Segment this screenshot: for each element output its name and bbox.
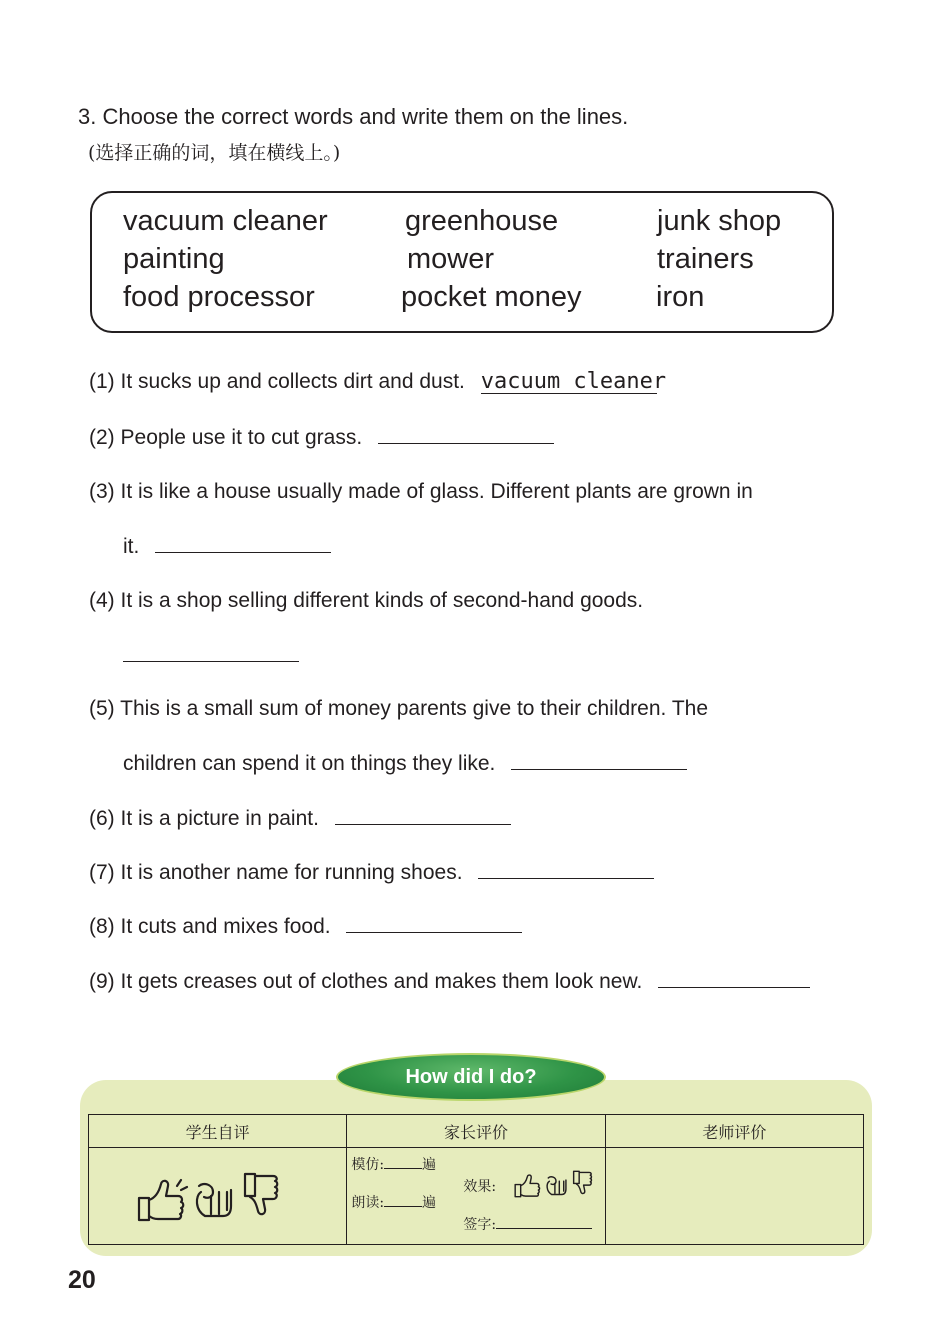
word-bank-item: vacuum cleaner <box>123 205 328 237</box>
sign-text: 签字: <box>463 1217 497 1233</box>
times-text: 遍 <box>422 1195 437 1211</box>
answer-line[interactable] <box>346 914 522 933</box>
answer-line[interactable] <box>511 751 687 770</box>
question-number: (1) <box>89 370 115 393</box>
evaluation-table <box>88 1114 864 1245</box>
word-bank-item: greenhouse <box>405 205 559 237</box>
question-8 <box>89 914 522 939</box>
question-number: (7) <box>89 861 115 884</box>
question-4-continued <box>113 643 299 668</box>
question-5-continued <box>123 751 687 776</box>
read-label <box>351 1192 436 1212</box>
times-text: 遍 <box>422 1157 437 1173</box>
imitate-blank[interactable] <box>384 1156 422 1169</box>
question-text: children can spend it on things they like. <box>123 752 496 775</box>
question-text: It sucks up and collects dirt and dust. <box>120 370 465 393</box>
instruction-chinese: (选择正确的词，填在横线上。) <box>88 142 341 164</box>
imitate-label <box>351 1154 436 1174</box>
question-5 <box>89 697 708 721</box>
page-number: 20 <box>68 1266 96 1294</box>
answer-line[interactable] <box>123 643 299 662</box>
evaluation-title: How did I do? <box>336 1053 606 1101</box>
question-text: it. <box>123 535 140 558</box>
question-3-continued <box>123 534 331 559</box>
question-4 <box>89 589 643 613</box>
answer-line[interactable] <box>658 969 810 988</box>
read-text: 朗读: <box>351 1195 385 1211</box>
question-text: It is another name for running shoes. <box>120 861 463 884</box>
word-bank-item: painting <box>123 243 225 275</box>
question-number: (8) <box>89 915 115 938</box>
sign-blank[interactable] <box>496 1216 592 1229</box>
question-number: (2) <box>89 426 115 449</box>
answer-line[interactable] <box>478 860 654 879</box>
question-number: (6) <box>89 807 115 830</box>
question-text: It is a picture in paint. <box>120 807 319 830</box>
question-6 <box>89 806 511 831</box>
question-text: It cuts and mixes food. <box>120 915 331 938</box>
answer-line[interactable] <box>378 425 554 444</box>
effect-rating-icon[interactable] <box>511 1168 601 1200</box>
question-7 <box>89 860 654 885</box>
teacher-cell[interactable] <box>605 1148 863 1245</box>
word-bank-item: mower <box>407 243 495 275</box>
col-parent: 家长评价 <box>347 1115 605 1148</box>
question-text: It is a shop selling different kinds of second-hand goods. <box>120 589 644 612</box>
answer-line[interactable]: vacuum cleaner <box>480 369 667 394</box>
col-student: 学生自评 <box>89 1115 347 1148</box>
instruction: 3. Choose the correct words and write them on the lines. <box>78 104 629 129</box>
answer-line[interactable] <box>335 806 511 825</box>
rating-hands-icon[interactable] <box>133 1168 293 1226</box>
word-bank-item: food processor <box>123 281 315 313</box>
question-number: (9) <box>89 970 115 993</box>
question-2 <box>89 425 554 450</box>
question-3 <box>89 480 753 504</box>
question-1 <box>89 369 667 394</box>
question-number: (3) <box>89 480 115 503</box>
col-teacher: 老师评价 <box>605 1115 863 1148</box>
question-9 <box>89 969 810 994</box>
imitate-text: 模仿: <box>351 1157 385 1173</box>
question-number: (4) <box>89 589 115 612</box>
word-bank-item: iron <box>656 281 705 313</box>
question-text: It is like a house usually made of glass. Different plants are grown in <box>120 480 753 503</box>
question-text: People use it to cut grass. <box>120 426 363 449</box>
question-text: This is a small sum of money parents give to their children. The <box>120 697 709 720</box>
effect-label: 效果: <box>463 1179 497 1195</box>
question-text: It gets creases out of clothes and makes them look new. <box>120 970 643 993</box>
read-blank[interactable] <box>384 1194 422 1207</box>
student-cell <box>89 1148 347 1245</box>
word-bank-item: pocket money <box>401 281 582 313</box>
answer-line[interactable] <box>155 534 331 553</box>
sign-label <box>463 1214 592 1234</box>
word-bank-item: junk shop <box>657 205 782 237</box>
question-number: (5) <box>89 697 115 720</box>
parent-cell <box>347 1148 605 1245</box>
word-bank-item: trainers <box>657 243 754 275</box>
